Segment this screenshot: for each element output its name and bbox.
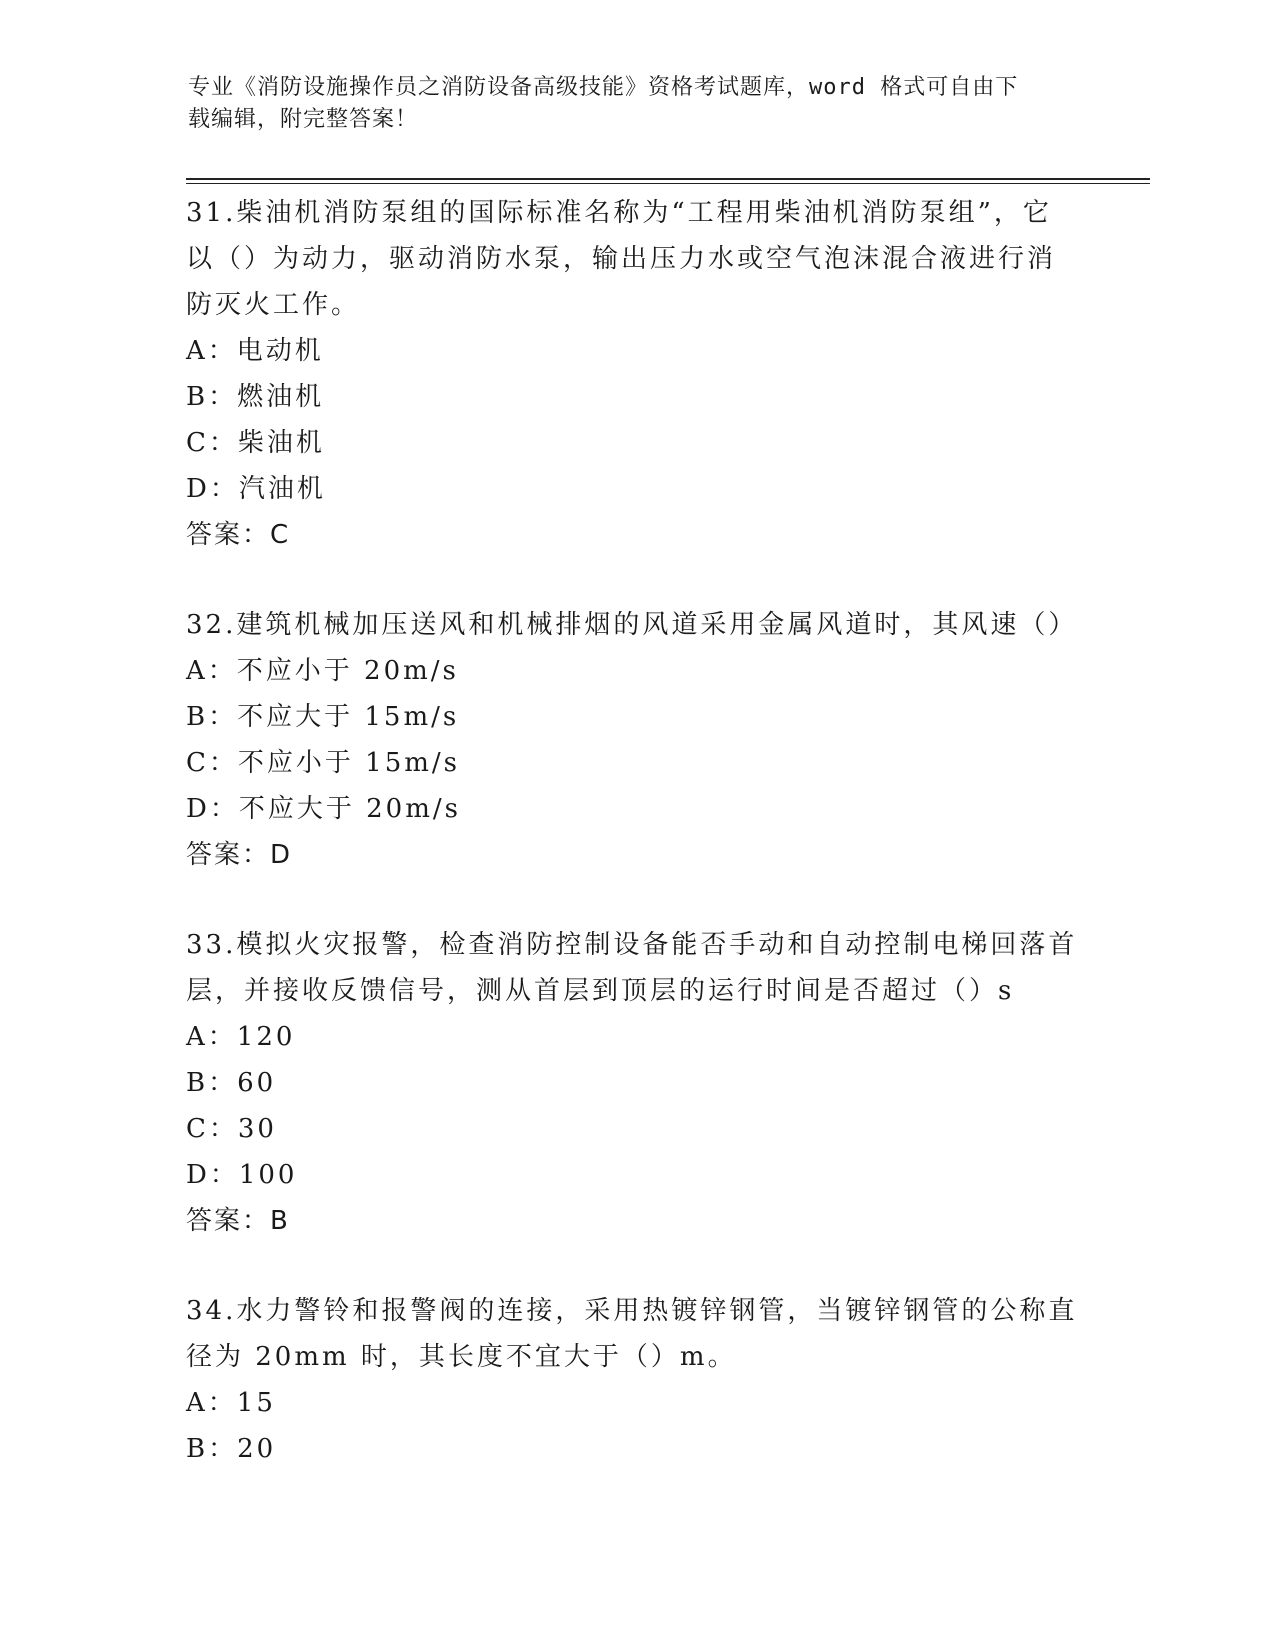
answer-line: 答案：D	[186, 840, 293, 870]
question-34	[186, 1288, 1086, 1472]
header-divider-thin	[186, 183, 1150, 184]
question-33	[186, 922, 1086, 1244]
answer-line: 答案：B	[186, 1206, 290, 1236]
option-a: A：电动机	[186, 336, 324, 366]
option-b: B：60	[186, 1068, 277, 1098]
option-b: B：20	[186, 1434, 277, 1464]
question-stem-line: 径为 20mm 时，其长度不宜大于（）m。	[186, 1342, 737, 1372]
option-a: A：不应小于 20m/s	[186, 656, 459, 686]
question-stem-line: 以（）为动力，驱动消防水泵，输出压力水或空气泡沫混合液进行消	[186, 244, 1057, 274]
option-c: C：柴油机	[186, 428, 325, 458]
question-stem-line: 31.柴油机消防泵组的国际标准名称为“工程用柴油机消防泵组”，它	[186, 198, 1052, 228]
question-list	[186, 190, 1086, 1516]
question-32	[186, 602, 1086, 878]
option-d: D：不应大于 20m/s	[186, 794, 461, 824]
question-stem-line: 33.模拟火灾报警，检查消防控制设备能否手动和自动控制电梯回落首	[186, 930, 1078, 960]
answer-line: 答案：C	[186, 520, 291, 550]
header-divider-thick	[186, 178, 1150, 180]
option-a: A：120	[186, 1022, 296, 1052]
option-d: D：100	[186, 1160, 298, 1190]
question-stem-line: 34.水力警铃和报警阀的连接，采用热镀锌钢管，当镀锌钢管的公称直	[186, 1296, 1078, 1326]
question-stem-line: 32.建筑机械加压送风和机械排烟的风道采用金属风道时，其风速（）	[186, 610, 1078, 640]
header-line-2: 载编辑，附完整答案！	[188, 107, 419, 132]
header-line-1: 专业《消防设施操作员之消防设备高级技能》资格考试题库，word 格式可自由下	[188, 75, 1019, 100]
question-stem-line: 防灭火工作。	[186, 290, 361, 320]
option-c: C：30	[186, 1114, 277, 1144]
option-a: A：15	[186, 1388, 276, 1418]
question-31	[186, 190, 1086, 558]
question-stem-line: 层，并接收反馈信号，测从首层到顶层的运行时间是否超过（）s	[186, 976, 1015, 1006]
document-header	[188, 72, 1068, 136]
option-c: C：不应小于 15m/s	[186, 748, 460, 778]
option-b: B：燃油机	[186, 382, 325, 412]
option-b: B：不应大于 15m/s	[186, 702, 460, 732]
option-d: D：汽油机	[186, 474, 326, 504]
